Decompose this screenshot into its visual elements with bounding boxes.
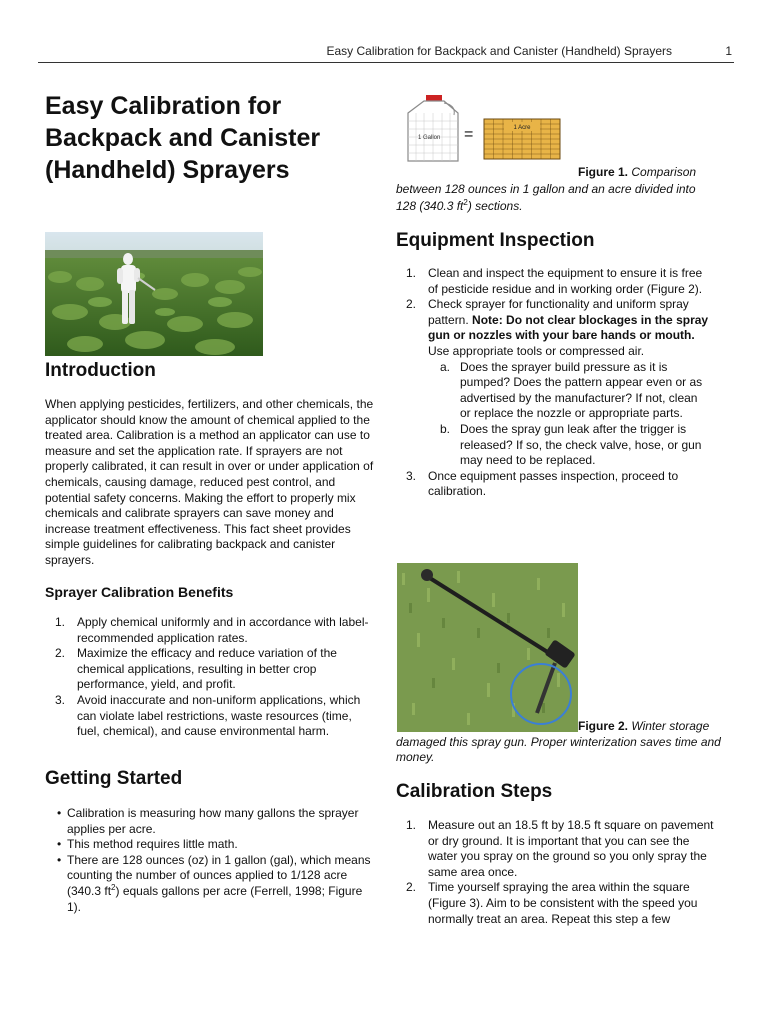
sub-list-item bbox=[428, 422, 710, 469]
benefits-heading: Sprayer Calibration Benefits bbox=[45, 584, 234, 600]
equals-sign: = bbox=[464, 126, 474, 143]
safety-note: Note: Do not clear blockages in the spray gun or nozzles with your bare hands or mouth. bbox=[428, 312, 709, 343]
figure-1-caption bbox=[396, 164, 716, 215]
list-item-text: Avoid inaccurate and non-uniform applications, which can violate label restrictions, waste resources (time, fuel, chemical), and cause environmental harm. bbox=[77, 692, 361, 739]
list-item-text: Clean and inspect the equipment to ensure it is free of pesticide residue and in working order (Figure 2). bbox=[428, 266, 703, 296]
list-item bbox=[45, 837, 375, 853]
equipment-sub-list bbox=[428, 360, 710, 469]
getting-started-list bbox=[45, 806, 375, 915]
introduction-heading: Introduction bbox=[45, 360, 156, 381]
figure-2-text: Winter storage damaged this spray gun. Proper winterization saves time and money. bbox=[396, 719, 721, 765]
superscript: 2 bbox=[111, 882, 116, 892]
list-number: 2. bbox=[55, 646, 66, 661]
list-item bbox=[45, 693, 375, 740]
list-number: 2. bbox=[406, 880, 417, 895]
sub-list-item-text: Does the sprayer build pressure as it is pumped? Does the pattern appear even or as advertised by the manufacturer? If not, clean or replace the nozzle or appropriate parts. bbox=[460, 359, 703, 421]
page-number: 1 bbox=[725, 44, 732, 58]
list-item-text-post: ) equals gallons per acre (Ferrell, 1998; Figure 1). bbox=[67, 883, 363, 914]
gallon-jug-icon bbox=[408, 95, 458, 161]
list-item-text: Apply chemical uniformly and in accordance with label-recommended application rates. bbox=[77, 615, 369, 645]
sub-list-item-text: Does the spray gun leak after the trigger is released? If so, the check valve, hose, or gun may need to be replaced. bbox=[460, 421, 702, 468]
superscript: 2 bbox=[463, 198, 468, 207]
list-item-text-pre: There are 128 ounces (oz) in 1 gallon (gal), which means counting the number of ounces applied to 1/128 acre (340.3 ft bbox=[67, 852, 371, 898]
list-item-text-post: Use appropriate tools or compressed air. bbox=[428, 343, 645, 358]
list-item-text: Maximize the efficacy and reduce variation of the chemical applications, resulting in better crop performance, yield, and profit. bbox=[77, 646, 337, 692]
sub-list-item bbox=[428, 360, 710, 422]
document-title: Easy Calibration for Backpack and Canister (Handheld) Sprayers bbox=[45, 92, 321, 184]
introduction-paragraph: When applying pesticides, fertilizers, and other chemicals, the applicator should know the amount of chemical applied to the treated area. Calibration is a method an applicator can use to measure and set the application rate. If sprayers are not properly calibrated, it can result in over or under application of chemicals, causing damage, reduced pest control, and potential safety concerns. Making the effort to properly mix chemicals and calibrate sprayers can save money and increase treatment effectiveness. This fact sheet provides simple guidelines for calibrating backpack and canister sprayers. bbox=[45, 397, 374, 567]
benefits-list bbox=[45, 615, 375, 740]
sub-list-letter: b. bbox=[440, 421, 451, 436]
sub-list-letter: a. bbox=[440, 359, 451, 374]
list-item-text: Measure out an 18.5 ft by 18.5 ft square on pavement or dry ground. It is important that you can see the water you spray on the ground so you only spray the same area once. bbox=[428, 818, 714, 879]
list-number: 3. bbox=[406, 468, 417, 483]
figure-1-label: Figure 1. bbox=[578, 165, 629, 179]
list-item-text: Calibration is measuring how many gallons the sprayer applies per acre. bbox=[67, 806, 359, 836]
list-item bbox=[45, 853, 375, 915]
calibration-steps-heading: Calibration Steps bbox=[396, 781, 553, 802]
list-item bbox=[396, 266, 710, 297]
bullet-glyph: • bbox=[57, 837, 62, 852]
figure-1-text-pre: Comparison between 128 ounces in 1 gallon and an acre divided into 128 (340.3 ft bbox=[396, 165, 697, 213]
figure-2-caption bbox=[396, 719, 726, 766]
list-item bbox=[45, 615, 375, 646]
list-item-text-pre: Check sprayer for functionality and uniform spray pattern. bbox=[428, 297, 689, 327]
list-item bbox=[396, 818, 714, 880]
figure-1-illustration bbox=[400, 95, 710, 165]
list-number: 1. bbox=[406, 266, 417, 280]
bullet-glyph: • bbox=[57, 806, 62, 820]
getting-started-heading: Getting Started bbox=[45, 768, 183, 789]
list-item bbox=[396, 880, 714, 927]
list-item bbox=[396, 469, 710, 500]
list-item bbox=[396, 297, 710, 469]
farmer-spraying-photo bbox=[45, 232, 263, 356]
equipment-inspection-list bbox=[396, 266, 710, 500]
jug-label: 1 Gallon bbox=[418, 135, 441, 141]
figure-1-text-post: ) sections. bbox=[467, 199, 523, 213]
list-number: 1. bbox=[55, 615, 66, 629]
running-header-title: Easy Calibration for Backpack and Canister (Handheld) Sprayers bbox=[326, 44, 672, 58]
bullet-glyph: • bbox=[57, 852, 62, 867]
list-number: 3. bbox=[55, 692, 66, 707]
list-number: 2. bbox=[406, 297, 417, 312]
list-item bbox=[45, 646, 375, 693]
list-item-text: This method requires little math. bbox=[67, 837, 238, 852]
damaged-spray-gun-photo bbox=[397, 563, 578, 732]
list-item-text: Once equipment passes inspection, proceed to calibration. bbox=[428, 468, 679, 499]
list-item bbox=[45, 806, 375, 837]
equipment-inspection-heading: Equipment Inspection bbox=[396, 230, 595, 251]
acre-label: 1 Acre bbox=[513, 125, 531, 131]
figure-2-label: Figure 2. bbox=[578, 719, 629, 733]
list-number: 1. bbox=[406, 818, 417, 832]
header-divider bbox=[38, 62, 734, 63]
calibration-steps-list bbox=[396, 818, 714, 927]
list-item-text: Time yourself spraying the area within the square (Figure 3). Aim to be consistent with the speed you normally treat an area. Repeat this step a few bbox=[428, 880, 698, 926]
